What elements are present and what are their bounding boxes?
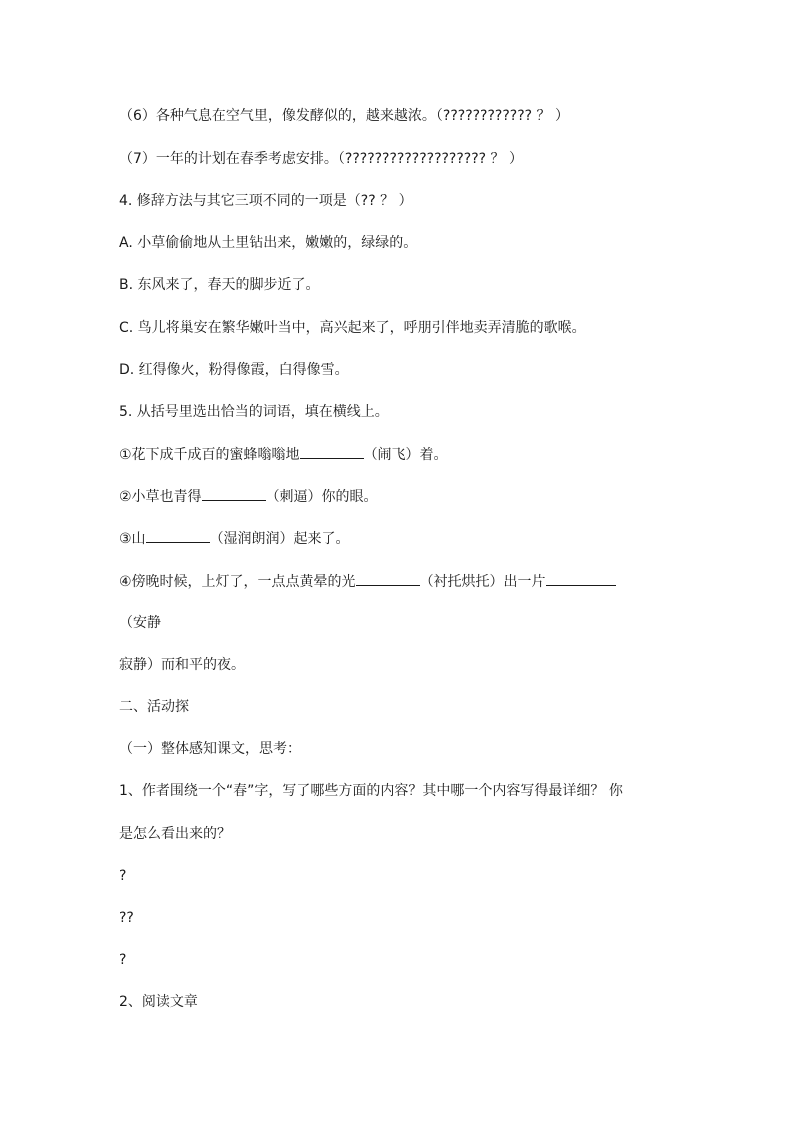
fill-item-4-prefix: ④傍晚时候，上灯了，一点点黄晕的光: [119, 574, 356, 590]
question-4-heading: 4. 修辞方法与其它三项不同的一项是（?? ？ ）: [119, 193, 413, 209]
option-c: C. 鸟儿将巢安在繁华嫩叶当中，高兴起来了，呼朋引伴地卖弄清脆的歌喉。: [119, 320, 586, 336]
answer-blank-1[interactable]: [300, 444, 364, 459]
fill-item-4-middle: （衬托烘托）出一片: [419, 574, 546, 590]
answer-blank-4[interactable]: [356, 571, 420, 586]
placeholder-mark-3: ?: [119, 952, 127, 968]
fill-item-4: [119, 571, 616, 592]
fill-item-3-suffix: （湿润朗润）起来了。: [209, 531, 350, 547]
fill-item-3-prefix: ③山: [119, 531, 146, 547]
fill-item-1: [119, 444, 448, 465]
question-5-heading: 5. 从括号里选出恰当的词语，填在横线上。: [119, 404, 389, 420]
question-1-line: 1、作者围绕一个“春”字，写了哪些方面的内容？其中哪一个内容写得最详细？ 你: [119, 783, 623, 799]
section-2-heading: 二、活动探: [119, 699, 189, 715]
placeholder-mark-1: ?: [119, 868, 127, 884]
fill-item-1-suffix: （闹飞）着。: [363, 447, 448, 463]
option-b: B. 东风来了，春天的脚步近了。: [119, 277, 320, 293]
subsection-1-heading: （一）整体感知课文，思考：: [119, 741, 301, 757]
question-1-continued: 是怎么看出来的？: [119, 826, 231, 842]
fill-item-4-continued: （安静: [119, 615, 161, 631]
answer-blank-3[interactable]: [146, 528, 210, 543]
fill-item-2-suffix: （刺逼）你的眼。: [265, 489, 378, 505]
placeholder-mark-2: ??: [119, 910, 134, 926]
answer-blank-2[interactable]: [202, 486, 266, 501]
fill-item-1-prefix: ①花下成千成百的蜜蜂嗡嗡地: [119, 447, 300, 463]
fill-item-3: [119, 528, 350, 549]
option-d: D. 红得像火，粉得像霞，白得像雪。: [119, 362, 349, 378]
question-7-line: （7）一年的计划在春季考虑安排。（??????????????????? ？ ）: [119, 151, 523, 167]
question-6-line: （6）各种气息在空气里，像发酵似的，越来越浓。（???????????? ？ ）: [119, 108, 569, 124]
fill-item-2-prefix: ②小草也青得: [119, 489, 202, 505]
fill-item-2: [119, 486, 378, 507]
answer-blank-5[interactable]: [546, 571, 616, 586]
fill-item-4-end: 寂静）而和平的夜。: [119, 657, 245, 673]
question-2-line: 2、阅读文章: [119, 994, 198, 1010]
option-a: A. 小草偷偷地从土里钻出来，嫩嫩的，绿绿的。: [119, 235, 418, 251]
